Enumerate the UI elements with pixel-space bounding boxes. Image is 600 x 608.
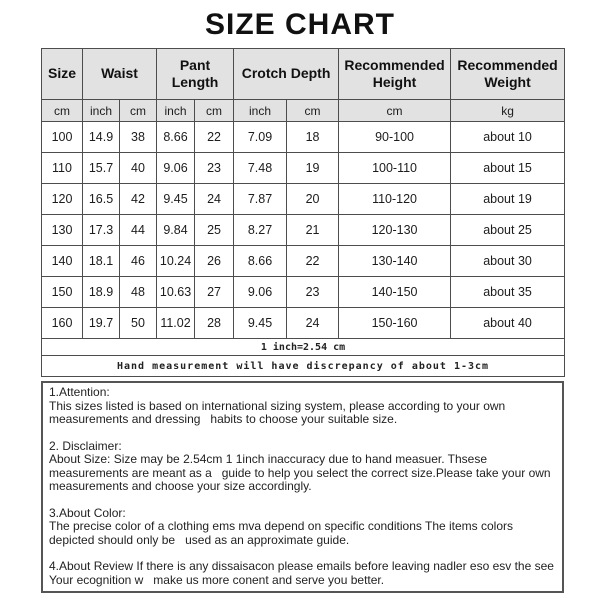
table-cell: 25 <box>195 215 234 246</box>
unit-header-crotch-inch: inch <box>234 100 287 122</box>
table-cell: 42 <box>120 184 157 215</box>
column-header-pant-length: Pant Length <box>157 49 234 100</box>
table-row <box>42 246 565 277</box>
column-header-recommended-height: Recommended Height <box>339 49 451 100</box>
table-cell: 27 <box>195 277 234 308</box>
size-chart-page <box>0 8 600 608</box>
table-cell: 9.06 <box>234 277 287 308</box>
table-cell: 19 <box>287 153 339 184</box>
measurement-note: Hand measurement will have discrepancy of about 1-3cm <box>42 356 565 377</box>
unit-header-weight-kg: kg <box>451 100 565 122</box>
table-cell: 50 <box>120 308 157 339</box>
note-about-color-heading: 3.About Color: <box>49 505 126 520</box>
table-cell: 24 <box>195 184 234 215</box>
table-cell: 10.24 <box>157 246 195 277</box>
table-cell: 9.06 <box>157 153 195 184</box>
table-cell: 120 <box>42 184 83 215</box>
table-cell: 9.84 <box>157 215 195 246</box>
unit-header-pant-cm: cm <box>195 100 234 122</box>
table-row <box>42 215 565 246</box>
note-about-color-body: The precise color of a clothing ems mva depend on specific conditions The items colors depicted should only be used as an approximate guide. <box>49 519 517 547</box>
table-cell: 17.3 <box>83 215 120 246</box>
measurement-note-row <box>42 356 565 377</box>
table-cell: about 15 <box>451 153 565 184</box>
table-cell: 24 <box>287 308 339 339</box>
table-cell: 9.45 <box>157 184 195 215</box>
unit-header-pant-inch: inch <box>157 100 195 122</box>
table-cell: 23 <box>195 153 234 184</box>
note-about-color <box>49 507 556 548</box>
table-row <box>42 184 565 215</box>
unit-header-size-cm: cm <box>42 100 83 122</box>
table-cell: 11.02 <box>157 308 195 339</box>
table-cell: 7.48 <box>234 153 287 184</box>
table-cell: 10.63 <box>157 277 195 308</box>
table-cell: 130-140 <box>339 246 451 277</box>
table-cell: 160 <box>42 308 83 339</box>
unit-header-waist-inch: inch <box>83 100 120 122</box>
table-cell: 20 <box>287 184 339 215</box>
table-cell: about 30 <box>451 246 565 277</box>
table-cell: 150-160 <box>339 308 451 339</box>
conversion-note-row <box>42 339 565 356</box>
unit-header-waist-cm: cm <box>120 100 157 122</box>
page-title: SIZE CHART <box>205 8 395 41</box>
table-unit-row <box>42 100 565 122</box>
note-about-review-body: 4.About Review If there is any dissaisacon please emails before leaving nadler eso esv the see Your ecognition w make us more conent and serve you better. <box>49 559 558 588</box>
table-row <box>42 122 565 153</box>
note-about-review <box>49 560 556 587</box>
table-cell: 8.27 <box>234 215 287 246</box>
note-disclaimer <box>49 440 556 494</box>
notes-box <box>41 381 564 593</box>
table-cell: 110 <box>42 153 83 184</box>
table-cell: 21 <box>287 215 339 246</box>
table-cell: 40 <box>120 153 157 184</box>
table-cell: 18.1 <box>83 246 120 277</box>
table-cell: 100-110 <box>339 153 451 184</box>
table-header-row <box>42 49 565 100</box>
table-row <box>42 277 565 308</box>
table-cell: 90-100 <box>339 122 451 153</box>
size-table <box>41 48 565 377</box>
table-cell: about 40 <box>451 308 565 339</box>
table-cell: 7.87 <box>234 184 287 215</box>
table-cell: about 35 <box>451 277 565 308</box>
table-cell: 120-130 <box>339 215 451 246</box>
size-table-body <box>42 122 565 339</box>
table-cell: 48 <box>120 277 157 308</box>
conversion-note: 1 inch=2.54 cm <box>42 339 565 356</box>
table-cell: about 19 <box>451 184 565 215</box>
table-cell: 38 <box>120 122 157 153</box>
column-header-crotch-depth: Crotch Depth <box>234 49 339 100</box>
unit-header-crotch-cm: cm <box>287 100 339 122</box>
table-cell: 18.9 <box>83 277 120 308</box>
note-attention-body: This sizes listed is based on international sizing system, please according to your own measurements and dressing habits to choose your suitable size. <box>49 398 509 427</box>
note-disclaimer-heading: 2. Disclaimer: <box>49 438 122 453</box>
table-cell: 9.45 <box>234 308 287 339</box>
table-cell: 110-120 <box>339 184 451 215</box>
table-cell: about 25 <box>451 215 565 246</box>
table-row <box>42 153 565 184</box>
table-cell: 14.9 <box>83 122 120 153</box>
table-cell: 8.66 <box>157 122 195 153</box>
table-cell: 22 <box>287 246 339 277</box>
table-cell: 8.66 <box>234 246 287 277</box>
note-attention-heading: 1.Attention: <box>49 385 110 399</box>
table-cell: 140 <box>42 246 83 277</box>
table-cell: 46 <box>120 246 157 277</box>
table-cell: about 10 <box>451 122 565 153</box>
unit-header-height-cm: cm <box>339 100 451 122</box>
table-cell: 140-150 <box>339 277 451 308</box>
note-disclaimer-body: About Size: Size may be 2.54cm 1 1inch inaccuracy due to hand measuer. Thsese measurements are meant as a guide to help you select the correct size.Please take your own measurements and choose your size accordingly. <box>49 452 554 494</box>
column-header-recommended-weight: Recommended Weight <box>451 49 565 100</box>
table-cell: 7.09 <box>234 122 287 153</box>
table-row <box>42 308 565 339</box>
table-cell: 16.5 <box>83 184 120 215</box>
table-cell: 44 <box>120 215 157 246</box>
table-cell: 15.7 <box>83 153 120 184</box>
table-cell: 19.7 <box>83 308 120 339</box>
table-cell: 18 <box>287 122 339 153</box>
table-cell: 22 <box>195 122 234 153</box>
table-cell: 130 <box>42 215 83 246</box>
table-cell: 150 <box>42 277 83 308</box>
table-cell: 26 <box>195 246 234 277</box>
column-header-waist: Waist <box>83 49 157 100</box>
column-header-size: Size <box>42 49 83 100</box>
table-cell: 23 <box>287 277 339 308</box>
table-cell: 100 <box>42 122 83 153</box>
note-attention <box>49 386 556 427</box>
table-cell: 28 <box>195 308 234 339</box>
